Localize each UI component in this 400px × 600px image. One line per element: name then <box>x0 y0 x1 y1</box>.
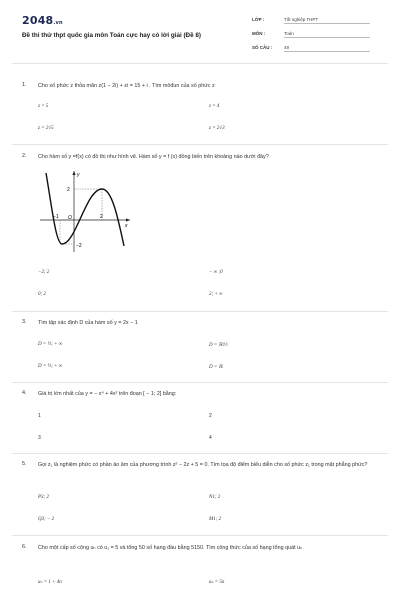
meta-row-subject <box>252 31 370 38</box>
question-4 <box>22 390 378 398</box>
option-b[interactable]: − ∞ ;0 <box>209 270 223 275</box>
meta-key: SỐ CÂU : <box>252 45 273 50</box>
question-2 <box>22 153 378 161</box>
option-b[interactable]: N1; 2 <box>209 495 221 500</box>
origin-label: O <box>68 215 72 221</box>
question-text: Cho hàm số y =f(x) có đồ thị như hình vẽ. Hàm số y = f (x) đồng biến trên khoảng nào dưới đây? <box>38 154 269 160</box>
option-c[interactable]: Q3; − 2 <box>38 517 55 522</box>
question-number: 5. <box>22 461 27 467</box>
option-a[interactable]: 1 <box>38 413 41 419</box>
function-graph <box>36 168 132 254</box>
divider <box>12 453 388 454</box>
meta-value: Tốt nghiệp THPT <box>284 17 370 24</box>
option-a[interactable]: z = 5 <box>38 104 49 109</box>
option-a[interactable]: uₙ = 1 + 4n <box>38 580 62 585</box>
meta-value: 49 <box>284 45 370 52</box>
tick-label: −1 <box>53 214 59 220</box>
brand-logo[interactable]: 2048.vn <box>22 14 63 27</box>
option-d[interactable]: M1; 2 <box>209 517 222 522</box>
option-d[interactable]: D = ℝ <box>209 365 223 370</box>
question-number: 2. <box>22 153 27 159</box>
y-label: y <box>77 172 80 178</box>
option-a[interactable]: D = ½; + ∞ <box>38 342 63 347</box>
meta-key: MÔN : <box>252 31 266 36</box>
option-c[interactable]: D = ½; + ∞ <box>38 364 63 369</box>
question-5 <box>22 461 378 469</box>
x-label: x <box>125 223 128 229</box>
option-c[interactable]: 0; 2 <box>38 292 46 297</box>
question-number: 6. <box>22 544 27 550</box>
question-1 <box>22 82 378 90</box>
option-b[interactable]: z = 4 <box>209 104 220 109</box>
curve <box>46 173 124 246</box>
option-d[interactable]: z = 2√3 <box>209 126 225 131</box>
meta-row-class <box>252 17 370 24</box>
option-c[interactable]: z = 2√5 <box>38 126 54 131</box>
question-number: 3. <box>22 319 27 325</box>
meta-value: Toán <box>284 31 370 38</box>
y-axis-arrow <box>72 171 75 175</box>
question-6 <box>22 544 378 552</box>
question-text: Giá trị lớn nhất của y = − x⁴ + 4x² trên đoạn [ − 1; 2] bằng: <box>38 391 177 397</box>
question-text: Cho số phức z thỏa mãn z(1 − 2i) + zi = 15 + i . Tìm môđun của số phức z <box>38 83 215 89</box>
divider <box>12 63 388 64</box>
question-text: Cho một cấp số cộng uₙ có u₁ = 5 và tổng 50 số hạng đầu bằng 5150. Tìm công thức của số hạng tổng quát uₙ <box>38 545 303 551</box>
option-b[interactable]: 2 <box>209 413 212 419</box>
x-axis-arrow <box>126 218 130 221</box>
question-text: Tìm tập xác định D của hàm số y = 2x − 1 <box>38 320 138 326</box>
option-b[interactable]: uₙ = 5n <box>209 580 225 585</box>
divider <box>12 382 388 383</box>
tick-label: −2 <box>76 243 82 249</box>
option-d[interactable]: 2; + ∞ <box>209 292 223 297</box>
divider <box>12 535 388 536</box>
question-3 <box>22 319 378 327</box>
divider <box>12 144 388 145</box>
meta-key: LỚP : <box>252 17 265 22</box>
header <box>0 0 400 60</box>
divider <box>12 311 388 312</box>
question-number: 4. <box>22 390 27 396</box>
tick-label: 2 <box>67 187 70 193</box>
meta-row-count <box>252 45 370 52</box>
option-a[interactable]: P3; 2 <box>38 495 49 500</box>
option-a[interactable]: −2; 2 <box>38 270 50 275</box>
option-b[interactable]: D = ℝ\½ <box>209 343 228 348</box>
option-d[interactable]: 4 <box>209 435 212 441</box>
doc-title: Đề thi thử thpt quốc gia môn Toán cực hay có lời giải (Đề 8) <box>22 32 201 39</box>
option-c[interactable]: 3 <box>38 435 41 441</box>
question-text: Gọi z₁ là nghiệm phức có phần ảo âm của phương trình z² − 2z + 5 = 0. Tìm tọa độ điểm biểu diễn cho số phức z₁ trong mặt phẳng phức? <box>38 462 368 468</box>
question-number: 1. <box>22 82 27 88</box>
tick-label: 2 <box>100 214 103 220</box>
